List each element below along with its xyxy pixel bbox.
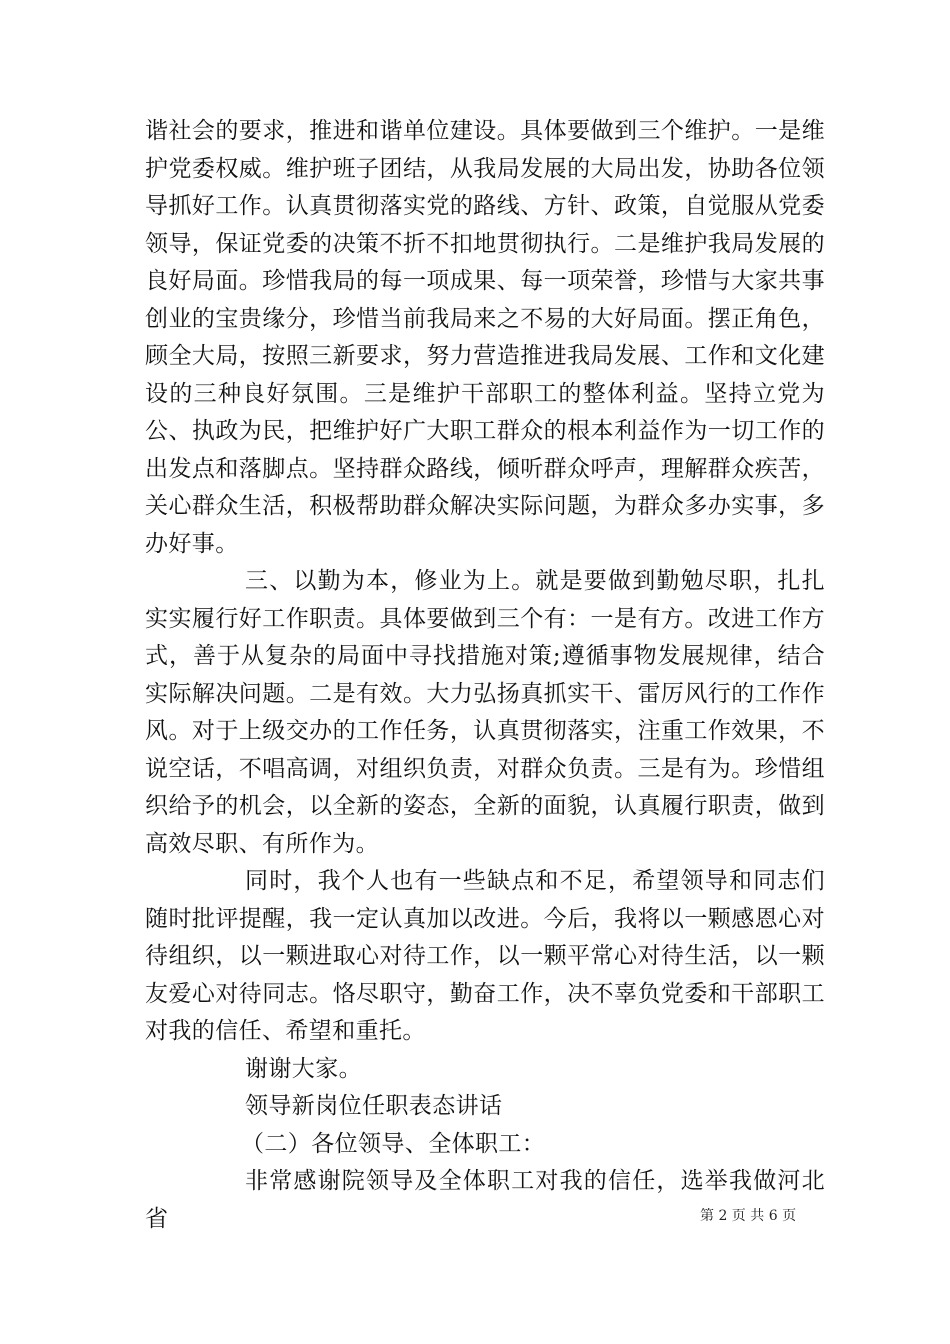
document-body <box>145 113 825 1238</box>
paragraph-opening: 非常感谢院领导及全体职工对我的信任，选举我做河北省 <box>145 1168 825 1232</box>
paragraph-harmony-maintenance: 谐社会的要求，推进和谐单位建设。具体要做到三个维护。一是维护党委权威。维护班子团结，从我局发展的大局出发，协助各位领导抓好工作。认真贯彻落实党的路线、方针、政策，自觉服从党委领导，保证党委的决策不折不扣地贯彻执行。二是维护我局发展的良好局面。珍惜我局的每一项成果、每一项荣誉，珍惜与大家共事创业的宝贵缘分，珍惜当前我局来之不易的大好局面。摆正角色，顾全大局，按照三新要求，努力营造推进我局发展、工作和文化建设的三种良好氛围。三是维护干部职工的整体利益。坚持立党为公、执政为民，把维护好广大职工群众的根本利益作为一切工作的出发点和落脚点。坚持群众路线，倾听群众呼声，理解群众疾苦，关心群众生活，积极帮助群众解决实际问题，为群众多办实事，多办好事。 <box>145 118 825 557</box>
paragraph-thanks: 谢谢大家。 <box>245 1055 362 1082</box>
page-number-footer: 第 2 页 共 6 页 <box>700 1208 797 1224</box>
section-title: 领导新岗位任职表态讲话 <box>245 1093 503 1119</box>
salutation: （二）各位领导、全体职工： <box>241 1130 546 1157</box>
paragraph-diligence: 三、以勤为本，修业为上。就是要做到勤勉尽职，扎扎实实履行好工作职责。具体要做到三个有：一是有方。改进工作方式，善于从复杂的局面中寻找措施对策;遵循事物发展规律，结合实际解决问题。二是有效。大力弘扬真抓实干、雷厉风行的工作作风。对于上级交办的工作任务，认真贯彻落实，注重工作效果，不说空话，不唱高调，对组织负责，对群众负责。三是有为。珍惜组织给予的机会，以全新的姿态，全新的面貌，认真履行职责，做到高效尽职、有所作为。 <box>145 568 825 857</box>
paragraph-shortcomings: 同时，我个人也有一些缺点和不足，希望领导和同志们随时批评提醒，我一定认真加以改进。今后，我将以一颗感恩心对待组织，以一颗进取心对待工作，以一颗平常心对待生活，以一颗友爱心对待同志。恪尽职守，勤奋工作，决不辜负党委和干部职工对我的信任、希望和重托。 <box>145 868 825 1044</box>
